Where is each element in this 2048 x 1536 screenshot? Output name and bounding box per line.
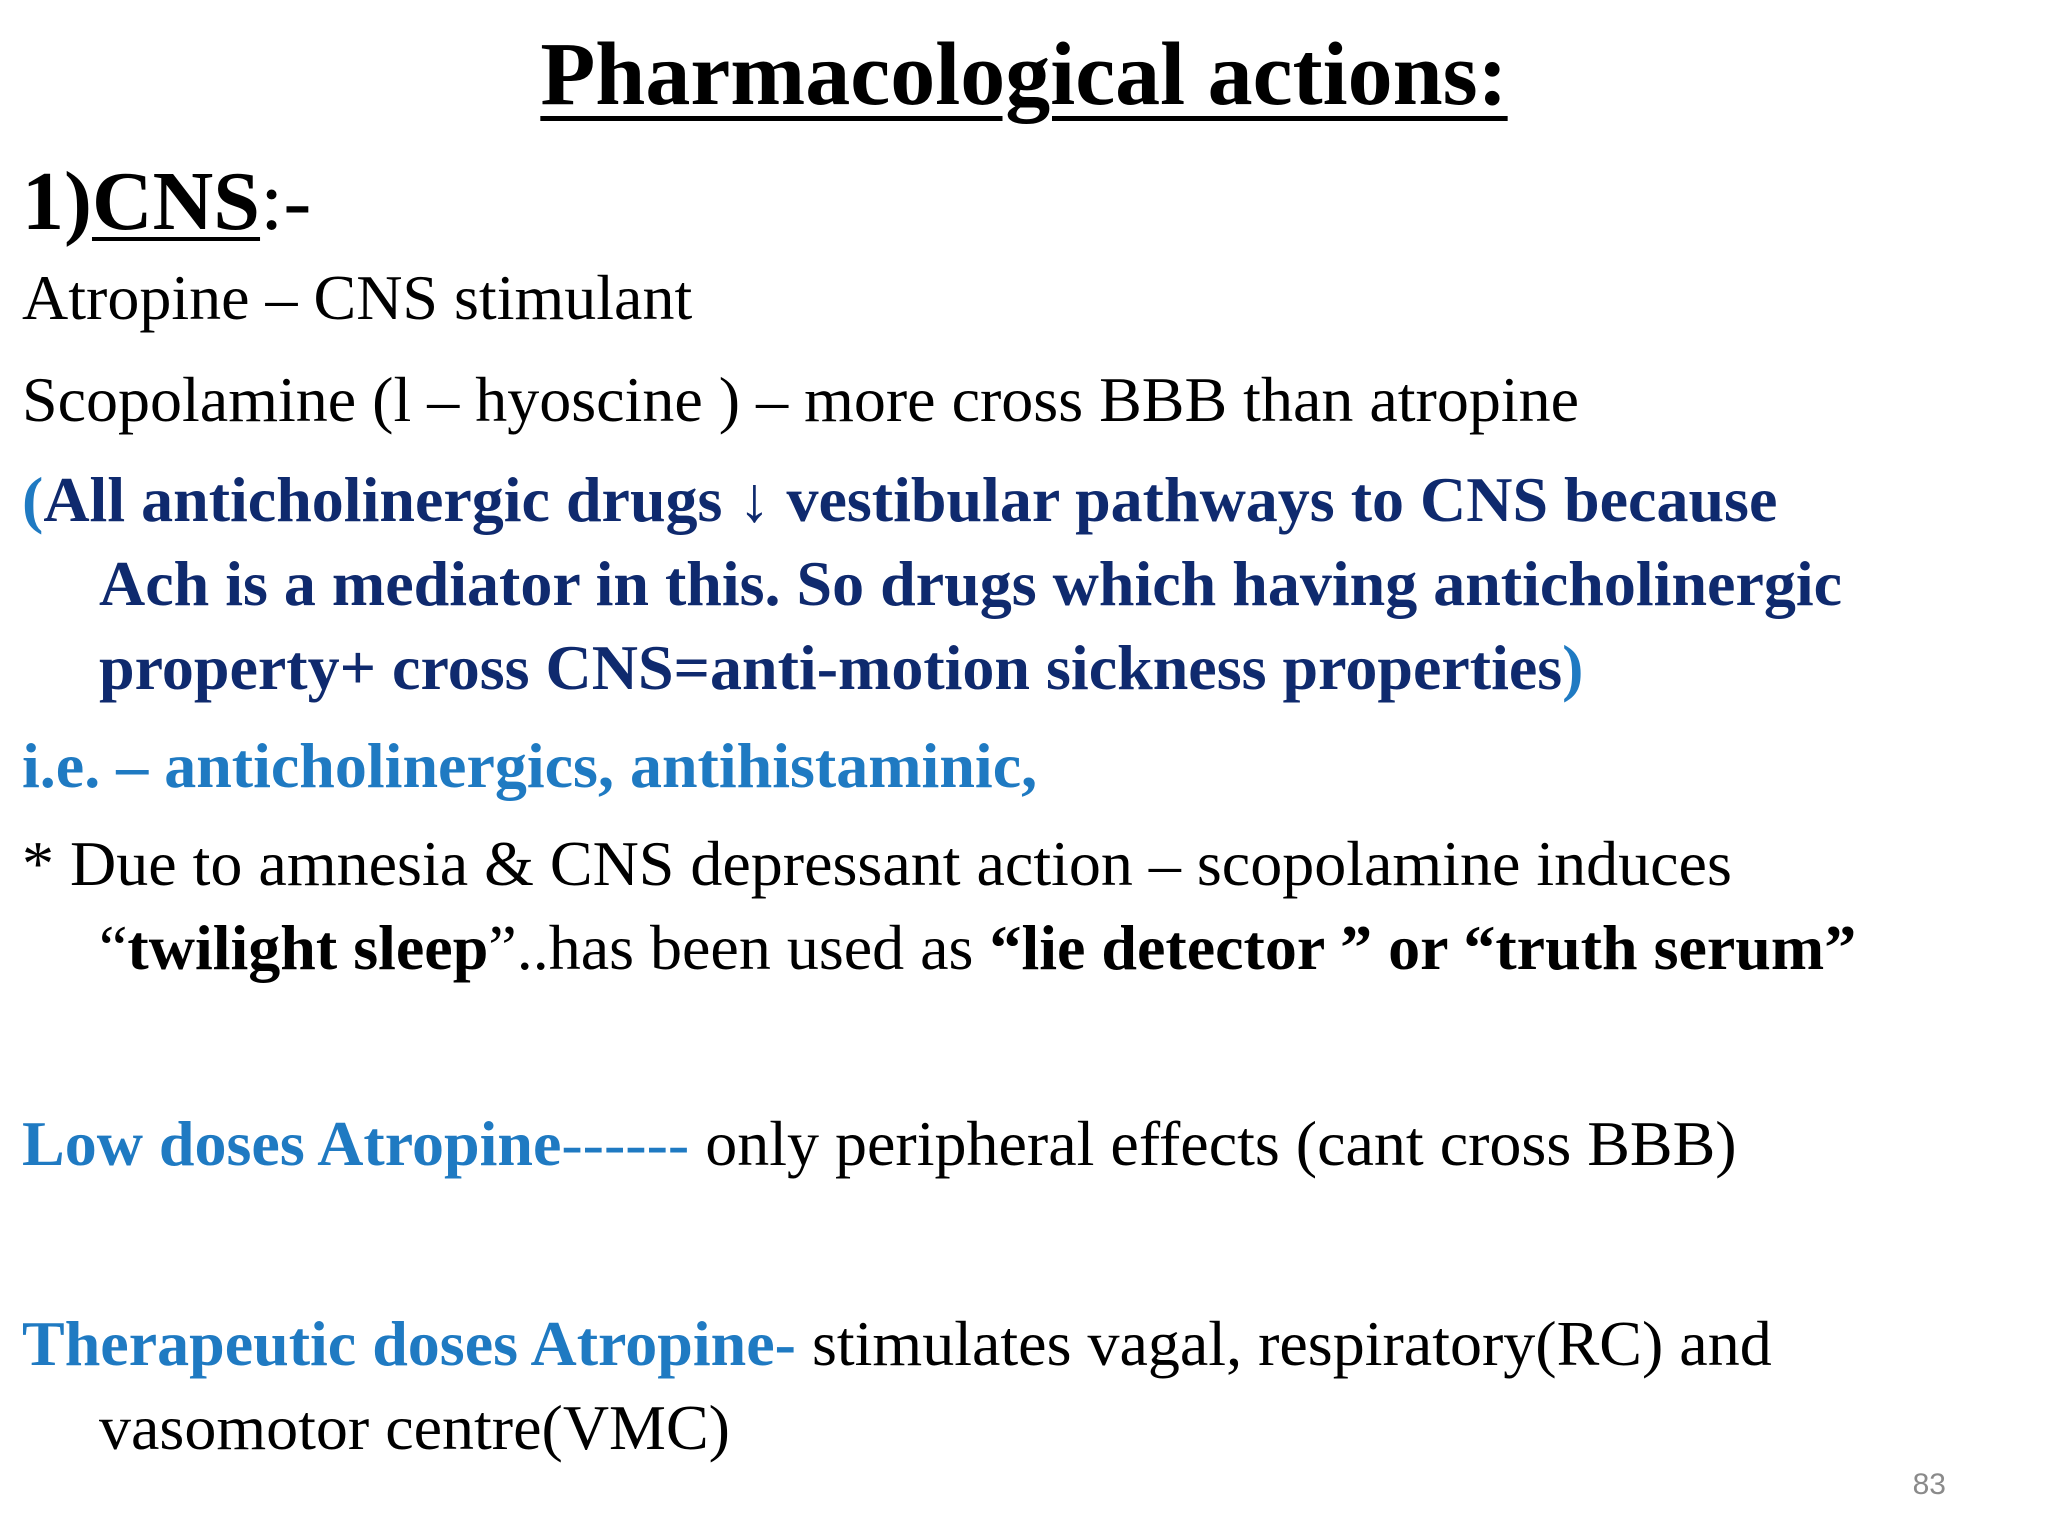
slide-title: Pharmacological actions: bbox=[540, 25, 1508, 124]
amnesia-line-1: * Due to amnesia & CNS depressant action – scopolamine induces bbox=[22, 828, 1732, 899]
section-heading-cns: 1)CNS:- bbox=[22, 155, 312, 248]
page-number: 83 bbox=[1912, 1468, 1946, 1501]
anticholinergic-note-line-1: (All anticholinergic drugs ↓ vestibular pathways to CNS because bbox=[22, 464, 1778, 535]
therapeutic-dose-line-1: Therapeutic doses Atropine- stimulates vagal, respiratory(RC) and bbox=[22, 1308, 1772, 1379]
anticholinergic-note-line-2: Ach is a mediator in this. So drugs which having anticholinergic bbox=[99, 548, 1843, 619]
ie-line: i.e. – anticholinergics, antihistaminic, bbox=[22, 730, 1038, 801]
anticholinergic-note-line-3: property+ cross CNS=anti-motion sickness properties) bbox=[99, 632, 1584, 703]
amnesia-line-2: “twilight sleep”..has been used as “lie detector ” or “truth serum” bbox=[99, 912, 1857, 983]
atropine-line: Atropine – CNS stimulant bbox=[22, 262, 693, 333]
low-dose-line: Low doses Atropine------ only peripheral effects (cant cross BBB) bbox=[22, 1108, 1737, 1179]
scopolamine-line: Scopolamine (l – hyoscine ) – more cross BBB than atropine bbox=[22, 364, 1580, 435]
therapeutic-dose-line-2: vasomotor centre(VMC) bbox=[99, 1392, 730, 1463]
